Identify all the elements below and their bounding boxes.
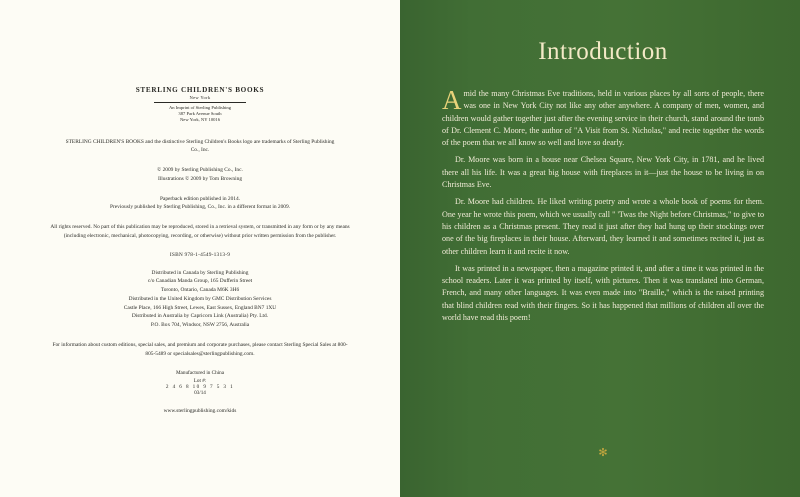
publisher-city-state-zip: New York, NY 10016 [179, 117, 221, 123]
lot-number: Lot #: [193, 377, 207, 384]
manufactured-in: Manufactured in China [175, 370, 225, 377]
distribution-line: c/o Canadian Manda Group, 165 Dufferin Street [147, 278, 253, 285]
paragraph: Dr. Moore was born in a house near Chelsea Square, New York City, in 1781, and he lived there all his life. It was a great big house with fireplaces in it—just the house to be living in on Christmas Eve. [442, 155, 764, 190]
custom-editions-note: For information about custom editions, special sales, and premium and corporate purchases, please contact Sterling Special Sales at 800-805-5489 or specialsales@sterlingpublishing.com. [52, 341, 348, 357]
isbn: ISBN 978-1-4549-1313-9 [169, 251, 231, 258]
ornament-icon: ✻ [598, 447, 608, 459]
introduction-page [400, 0, 800, 497]
distribution-line: Castle Place, 166 High Street, Lewes, East Sussex, England BN7 1XU [123, 304, 277, 311]
distribution-line: Distributed in Australia by Capricorn Link (Australia) Pty. Ltd. [131, 313, 269, 320]
paragraph [442, 85, 764, 149]
paragraph: Dr. Moore had children. He liked writing poetry and wrote a whole book of poems for them. One year he wrote this poem, which we usually call " 'Twas the Night before Christmas," to give to his children as a Christmas present. They read it just after they had hung up their stockings over one of the big fireplaces in their house. Afterward, they learned it and sometimes recited it, just as other children learn it and recite it now. [442, 197, 764, 256]
publisher-website[interactable]: www.sterlingpublishing.com/kids [163, 407, 237, 414]
drop-cap: A [442, 85, 462, 115]
copyright-text: © 2009 by Sterling Publishing Co., Inc. [157, 167, 243, 174]
manufacturing-block [40, 369, 360, 395]
paragraph: It was printed in a newspaper, then a magazine printed it, and after a time it was printed in the school readers. Later it was printed by itself, with pictures. Then it was translated into German, French, and many other languages. It was even made into "Braille," which is the raised printing that blind children read with their fingers. So it has happened that millions of children all over the world have read this poem! [442, 263, 764, 323]
page-title: Introduction [538, 38, 668, 65]
publisher-address: 387 Park Avenue South [178, 111, 222, 117]
distribution-block [40, 269, 360, 330]
distribution-line: Distributed in the United Kingdom by GMC Distribution Services [128, 295, 272, 302]
edition-line-2: Previously published by Sterling Publishing, Co., Inc. in a different format in 2009. [109, 204, 291, 211]
printing-number-line: 2 4 6 8 10 9 7 5 3 1 [165, 383, 235, 390]
introduction-text [442, 85, 764, 324]
edition-line-1: Paperback edition published in 2014. [159, 195, 241, 202]
publisher-imprint: An Imprint of Sterling Publishing [168, 105, 231, 110]
publisher-logo [40, 86, 360, 124]
distribution-line: P.O. Box 704, Windsor, NSW 2756, Australia [150, 322, 250, 329]
publisher-name: STERLING CHILDREN'S BOOKS [135, 86, 265, 94]
paragraph-text: mid the many Christmas Eve traditions, held in various places by all sorts of people, there was one in New York City not like any other anywhere. A company of men, women, and children would gather together just after the evening service in their church, stand around the tomb of Dr. Clement C. Moore, the author of "A Visit from St. Nicholas," and recite together the words of the poem that we all know so well and love so dearly. [442, 89, 764, 148]
illustrations-credit: Illustrations © 2009 by Tom Browning [157, 175, 243, 182]
trademark-note: STERLING CHILDREN'S BOOKS and the distinctive Sterling Children's Books logo are trademarks of Sterling Publishing Co., Inc. [65, 138, 335, 154]
rights-reserved-note: All rights reserved. No part of this publication may be reproduced, stored in a retrieval system, or transmitted in any form or by any means (including electronic, mechanical, photocopying, recording, or otherwise) without prior written permission from the publisher. [50, 224, 350, 239]
publisher-city: New York [189, 95, 211, 100]
date-code: 03/14 [194, 389, 206, 396]
distribution-line: Toronto, Ontario, Canada M6K 3H6 [160, 287, 240, 294]
logo-divider [154, 102, 246, 103]
distribution-line: Distributed in Canada by Sterling Publishing [151, 269, 249, 276]
